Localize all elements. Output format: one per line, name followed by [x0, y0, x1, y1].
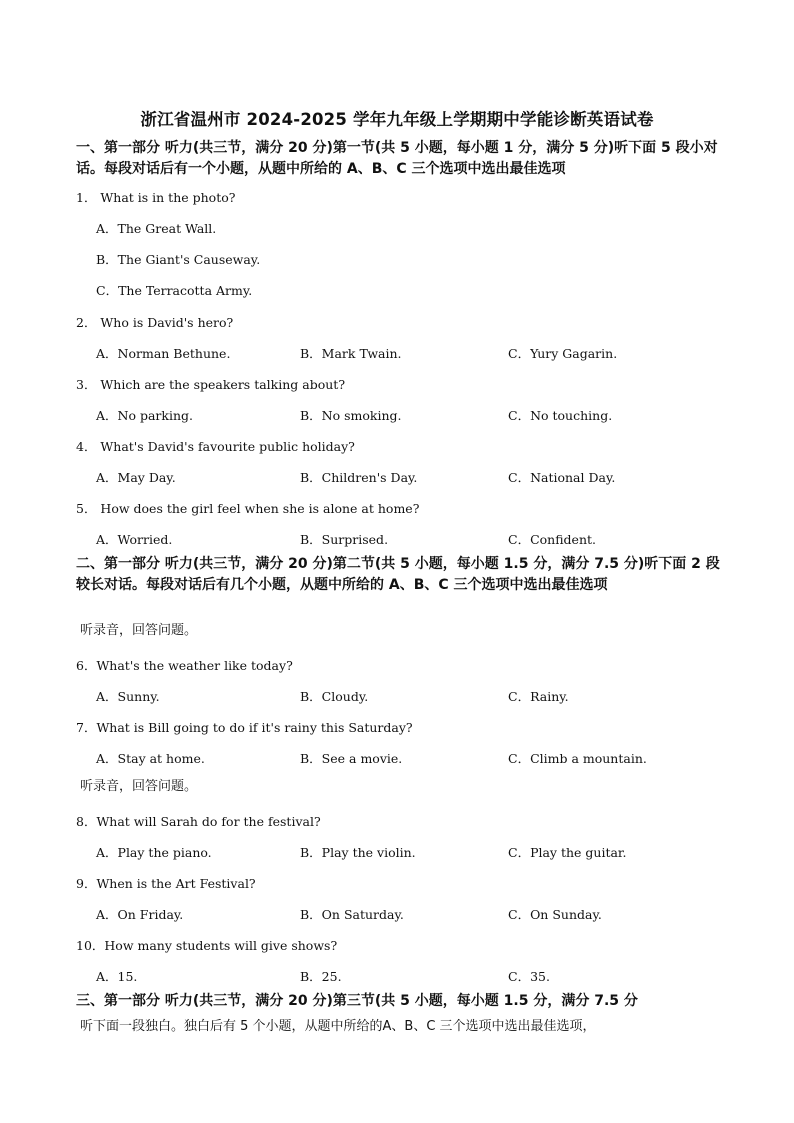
question-9: 9．When is the Art Festival? [76, 876, 256, 891]
question-1-option-a: A．The Great Wall. [96, 221, 217, 236]
question-6-option-b: B．Cloudy. [300, 689, 369, 704]
question-1-option-c: C．The Terracotta Army. [96, 283, 253, 298]
question-1: 1． What is in the photo? [76, 190, 236, 205]
question-4-option-a: A．May Day. [96, 470, 176, 485]
question-8-option-c: C．Play the guitar. [508, 845, 627, 860]
section-3-heading: 三、第一部分 听力(共三节，满分 20 分)第三节(共 5 小题，每小题 1.5 分，满分 7.5 分 [76, 993, 638, 1009]
question-4: 4． What's David's favourite public holiday? [76, 439, 355, 454]
question-1-option-b: B．The Giant's Causeway. [96, 252, 261, 267]
question-2-option-c: C．Yury Gagarin. [508, 346, 618, 361]
section-2-heading: 二、第一部分 听力(共三节，满分 20 分)第二节(共 5 小题，每小题 1.5 分，满分 7.5 分)听下面 2 段较长对话。每段对话后有几个小题，从题中所给的 A、B、C 三个选项中选出最佳选项 [76, 556, 720, 593]
question-7-option-a: A．Stay at home. [96, 751, 205, 766]
question-2-option-a: A．Norman Bethune. [96, 346, 231, 361]
question-7: 7．What is Bill going to do if it's rainy this Saturday? [76, 720, 413, 735]
page-title: 浙江省温州市 2024-2025 学年九年级上学期期中学能诊断英语试卷 [140, 110, 654, 129]
question-6: 6．What's the weather like today? [76, 658, 293, 673]
question-8-option-a: A．Play the piano. [96, 845, 212, 860]
question-2: 2． Who is David's hero? [76, 315, 234, 330]
question-6-option-a: A．Sunny. [96, 689, 160, 704]
question-5-option-c: C．Confident. [508, 532, 596, 547]
question-5-option-a: A．Worried. [96, 532, 173, 547]
section-1-heading: 一、第一部分 听力(共三节，满分 20 分)第一节(共 5 小题，每小题 1 分，满分 5 分)听下面 5 段小对话。每段对话后有一个小题，从题中所给的 A、B、C 三个选项中选出最佳选项 [76, 140, 718, 177]
question-9-option-b: B．On Saturday. [300, 907, 404, 922]
question-3-option-a: A．No parking. [96, 408, 193, 423]
question-2-option-b: B．Mark Twain. [300, 346, 402, 361]
question-8: 8．What will Sarah do for the festival? [76, 814, 321, 829]
question-8-option-b: B．Play the violin. [300, 845, 416, 860]
listen-note: 听录音，回答问题。 [80, 623, 198, 638]
question-9-option-c: C．On Sunday. [508, 907, 602, 922]
question-10-option-c: C．35. [508, 969, 550, 984]
question-9-option-a: A．On Friday. [96, 907, 184, 922]
question-5: 5． How does the girl feel when she is alone at home? [76, 501, 420, 516]
question-5-option-b: B．Surprised. [300, 532, 389, 547]
question-10-option-a: A．15. [96, 969, 138, 984]
listen-note: 听录音，回答问题。 [80, 779, 198, 794]
question-3-option-c: C．No touching. [508, 408, 613, 423]
question-4-option-b: B．Children's Day. [300, 470, 418, 485]
question-4-option-c: C．National Day. [508, 470, 616, 485]
question-3: 3． Which are the speakers talking about? [76, 377, 346, 392]
question-10: 10．How many students will give shows? [76, 938, 338, 953]
question-10-option-b: B．25. [300, 969, 342, 984]
question-7-option-b: B．See a movie. [300, 751, 403, 766]
section-3-intro: 听下面一段独白。独白后有 5 个小题，从题中所给的A、B、C 三个选项中选出最佳选项， [80, 1019, 596, 1034]
question-3-option-b: B．No smoking. [300, 408, 402, 423]
question-6-option-c: C．Rainy. [508, 689, 569, 704]
question-7-option-c: C．Climb a mountain. [508, 751, 647, 766]
